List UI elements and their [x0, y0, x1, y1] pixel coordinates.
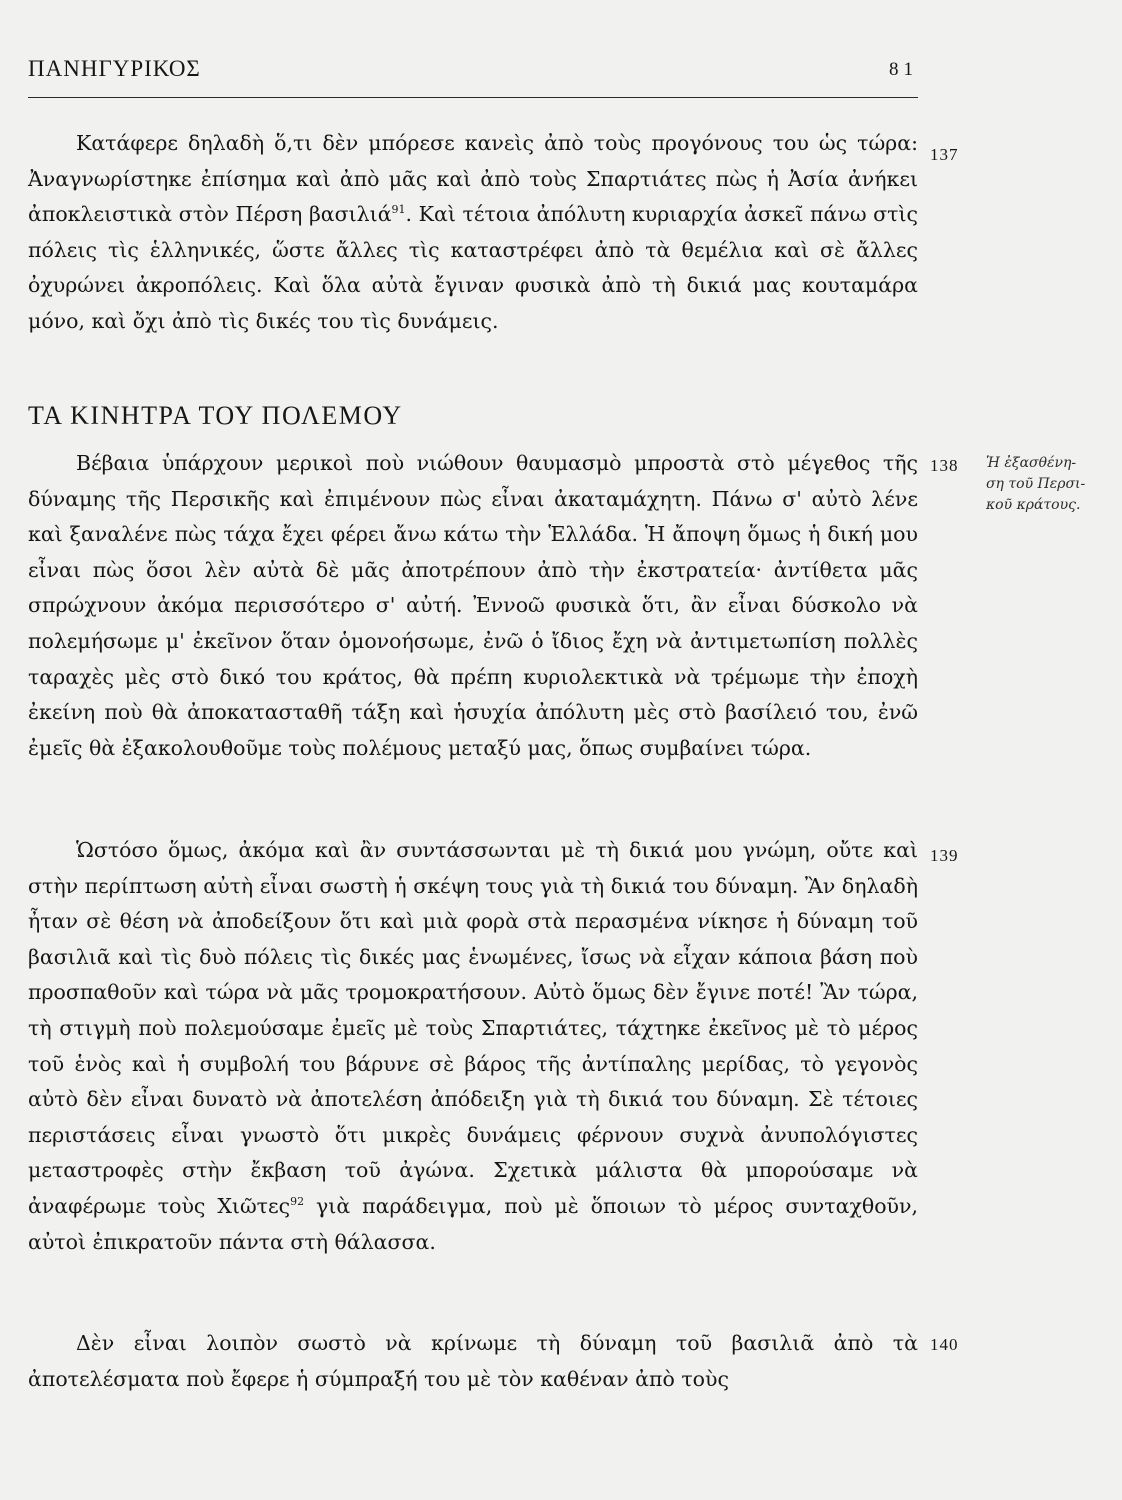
- margin-section-number: 139: [930, 846, 959, 865]
- paragraph-text: Ὡστόσο ὅμως, ἀκόμα καὶ ἂν συντάσσωνται μὲ τὴ δικιά μου γνώμη, οὔτε καὶ στὴν περίπτωση αὐτὴ εἶναι σωστὴ ἡ σκέψη τους γιὰ τὴ δικιά του δύναμη. Ἂν δηλαδὴ ἦταν σὲ θέση νὰ ἀποδείξουν ὅτι καὶ μιὰ φορὰ στὰ περασμένα νίκησε ἡ δύναμη τοῦ βασιλιᾶ καὶ τὶς δυὸ πόλεις τὶς δικές μας ἑνωμένες, ἴσως νὰ εἶχαν κάποια βάση ποὺ προσπαθοῦν καὶ τώρα νὰ μᾶς τρομοκρατήσουν. Αὐτὸ ὅμως δὲν ἔγινε ποτέ! Ἂν τώρα, τὴ στιγμὴ ποὺ πολεμούσαμε ἐμεῖς μὲ τοὺς Σπαρτιάτες, τάχτηκε ἐκεῖνος μὲ τὸ μέρος τοῦ ἑνὸς καὶ ἡ συμβολή του βάρυνε σὲ βάρος τῆς ἀντίπαλης μερίδας, τὸ γεγονὸς αὐτὸ δὲν εἶναι δυνατὸ νὰ ἀποτελέση ἀπόδειξη γιὰ τὴ δικιά του δύναμη. Σὲ τέτοιες περιστάσεις εἶναι γνωστὸ ὅτι μικρὲς δυνάμεις φέρνουν συχνὰ ἀνυπολόγιστες μεταστροφὲς στὴν ἔκβαση τοῦ ἀγώνα. Σχετικὰ μάλιστα θὰ μπορούσαμε νὰ ἀναφέρωμε τοὺς Χιῶτες: [28, 838, 918, 1218]
- footnote-ref[interactable]: 91: [391, 203, 406, 217]
- margin-section-number: 138: [930, 456, 959, 475]
- paragraph-text: . Καὶ τέτοια ἀπόλυτη κυριαρχία ἀσκεῖ πάνω στὶς πόλεις τὶς ἑλληνικές, ὥστε ἄλλες τὶς καταστρέφει ἀπὸ τὰ θεμέλια καὶ σὲ ἄλλες ὀχυρώνει ἀκροπόλεις. Καὶ ὅλα αὐτὰ ἔγιναν φυσικὰ ἀπὸ τὴ δικιά μας κουταμάρα μόνο, καὶ ὄχι ἀπὸ τὶς δικές του τὶς δυνάμεις.: [28, 202, 919, 333]
- footnote-ref[interactable]: 92: [290, 1195, 305, 1209]
- running-title: ΠΑΝΗΓΥΡΙΚΟΣ: [28, 56, 201, 81]
- marginal-note: Ἡ ἐξασθένη- ση τοῦ Περσι- κοῦ κράτους.: [986, 455, 1086, 513]
- paragraph-139: [28, 833, 918, 1260]
- paragraph-140: [28, 1326, 918, 1397]
- page-number: 81: [889, 59, 918, 80]
- paragraph-text: Βέβαια ὑπάρχουν μερικοὶ ποὺ νιώθουν θαυμασμὸ μπροστὰ στὸ μέγεθος τῆς δύναμης τῆς Περσικῆς καὶ ἐπιμένουν πὼς εἶναι ἀκαταμάχητη. Πάνω σ' αὐτὸ λένε καὶ ξαναλένε πὼς τάχα ἔχει φέρει ἄνω κάτω τὴν Ἑλλάδα. Ἡ ἄποψη ὅμως ἡ δική μου εἶναι πὼς ὅσοι λὲν αὐτὰ δὲ μᾶς ἀποτρέπουν ἀπὸ τὴν ἐκστρατεία· ἀντίθετα μᾶς σπρώχνουν ἀκόμα περισσότερο σ' αὐτή. Ἐννοῶ φυσικὰ ὅτι, ἂν εἶναι δύσκολο νὰ πολεμήσωμε μ' ἐκεῖνον ὅταν ὁμονοήσωμε, ἐνῶ ὁ ἴδιος ἔχη νὰ ἀντιμετωπίση πολλὲς ταραχὲς μὲς στὸ δικό του κράτος, θὰ πρέπη κυριολεκτικὰ νὰ τρέμωμε τὴν ἐποχὴ ἐκείνη ποὺ θὰ ἀποκατασταθῆ τάξη καὶ ἡσυχία ἀπόλυτη μὲς στὸ βασίλειό του, ἐνῶ ἐμεῖς θὰ ἐξακολουθοῦμε τοὺς πολέμους μεταξύ μας, ὅπως συμβαίνει τώρα.: [28, 451, 918, 760]
- paragraph-137: [28, 126, 918, 340]
- header-rule: [28, 97, 918, 98]
- paragraph-text: Κατάφερε δηλαδὴ ὅ,τι δὲν μπόρεσε κανεὶς ἀπὸ τοὺς προγόνους του ὡς τώρα: Ἀναγνωρίστηκε ἐπίσημα καὶ ἀπὸ μᾶς καὶ ἀπὸ τοὺς Σπαρτιάτες πὼς ἡ Ἀσία ἀνήκει ἀποκλειστικὰ στὸν Πέρση βασιλιά: [28, 131, 918, 227]
- margin-section-number: 137: [930, 145, 959, 164]
- paragraph-138: [28, 446, 918, 766]
- paragraph-text: Δὲν εἶναι λοιπὸν σωστὸ νὰ κρίνωμε τὴ δύναμη τοῦ βασιλιᾶ ἀπὸ τὰ ἀποτελέσματα ποὺ ἔφερε ἡ σύμπραξή του μὲ τὸν καθέναν ἀπὸ τοὺς: [28, 1331, 918, 1391]
- paragraph-text: γιὰ παράδειγμα, ποὺ μὲ ὅποιων τὸ μέρος συνταχθοῦν, αὐτοὶ ἐπικρατοῦν πάντα στὴ θάλασσα.: [28, 1193, 918, 1254]
- running-head: [28, 56, 918, 86]
- margin-section-number: 140: [930, 1335, 959, 1354]
- section-heading: ΤΑ ΚΙΝΗΤΡΑ ΤΟΥ ΠΟΛΕΜΟΥ: [28, 401, 403, 430]
